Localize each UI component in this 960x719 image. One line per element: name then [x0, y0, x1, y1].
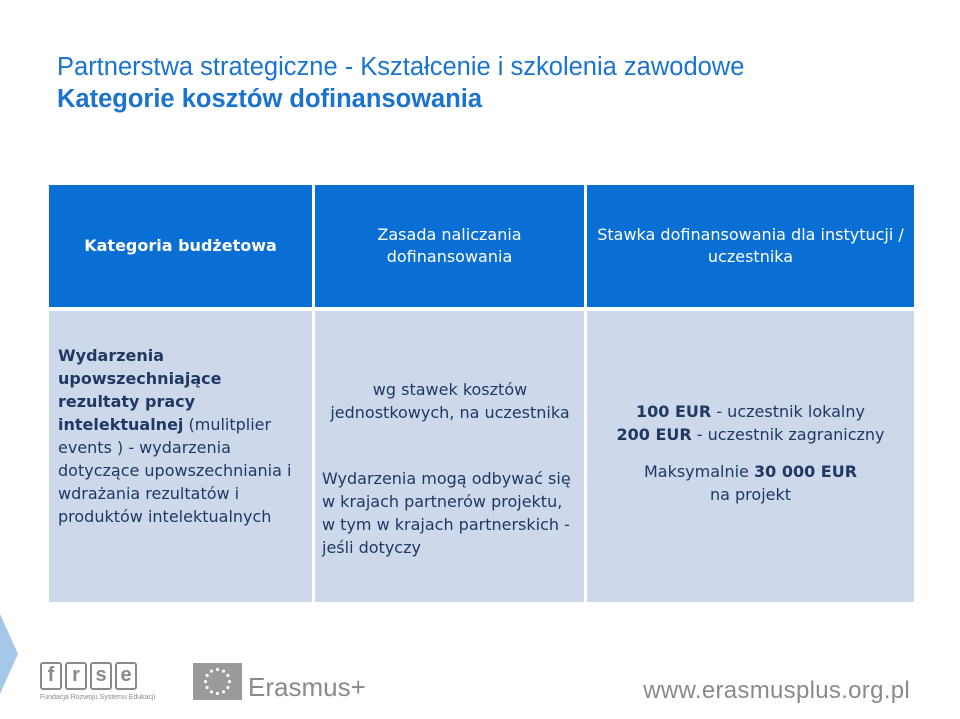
frse-subtitle: Fundacja Rozwoju Systemu Edukacji [40, 694, 156, 701]
calculation-note-text: Wydarzenia mogą odbywać się w krajach partnerów projektu, w tym w krajach partnerskich - jeśli dotyczy [322, 469, 571, 557]
slide-title [57, 52, 917, 114]
rate-local [593, 400, 908, 423]
cell-funding-rate [587, 311, 914, 602]
header-budget-category: Kategoria budżetowa [49, 185, 312, 307]
cell-calculation-rule [315, 311, 584, 602]
cost-categories-table [49, 185, 914, 602]
header-calculation-rule: Zasada naliczania dofinansowania [315, 185, 584, 307]
cell-budget-category [49, 311, 312, 602]
rate-local-amount: 100 EUR [636, 402, 712, 421]
frse-logo [40, 662, 156, 710]
calculation-rule-text: wg stawek kosztów jednostkowych, na uczestnika [330, 380, 570, 422]
rate-local-label: - uczestnik lokalny [711, 402, 865, 421]
corner-decoration [0, 614, 18, 694]
rate-foreign [593, 423, 908, 446]
frse-letter: f [40, 662, 62, 690]
eu-flag-icon [193, 663, 242, 700]
rate-foreign-amount: 200 EUR [616, 425, 692, 444]
category-name: Wydarzenia upowszechniające rezultaty pracy intelektualnej [58, 346, 222, 434]
erasmus-plus-logo: Erasmus+ [248, 672, 366, 702]
frse-letter: r [65, 662, 87, 690]
title-line-2: Kategorie kosztów dofinansowania [57, 85, 483, 113]
frse-letter: e [115, 662, 137, 690]
max-prefix: Maksymalnie [643, 462, 754, 481]
category-description: (mulitplier events ) - wydarzenia dotyczące upowszechniania i wdrażania rezultatów i produktów intelektualnych [58, 415, 292, 526]
max-amount [593, 460, 908, 483]
header-funding-rate: Stawka dofinansowania dla instytucji / uczestnika [587, 185, 914, 307]
rate-foreign-label: - uczestnik zagraniczny [691, 425, 885, 444]
max-value: 30 000 EUR [753, 462, 858, 481]
frse-letter: s [90, 662, 112, 690]
title-line-1: Partnerstwa strategiczne - Kształcenie i szkolenia zawodowe [57, 53, 745, 81]
max-suffix: na projekt [709, 485, 792, 504]
website-url: www.erasmusplus.org.pl [643, 677, 910, 704]
